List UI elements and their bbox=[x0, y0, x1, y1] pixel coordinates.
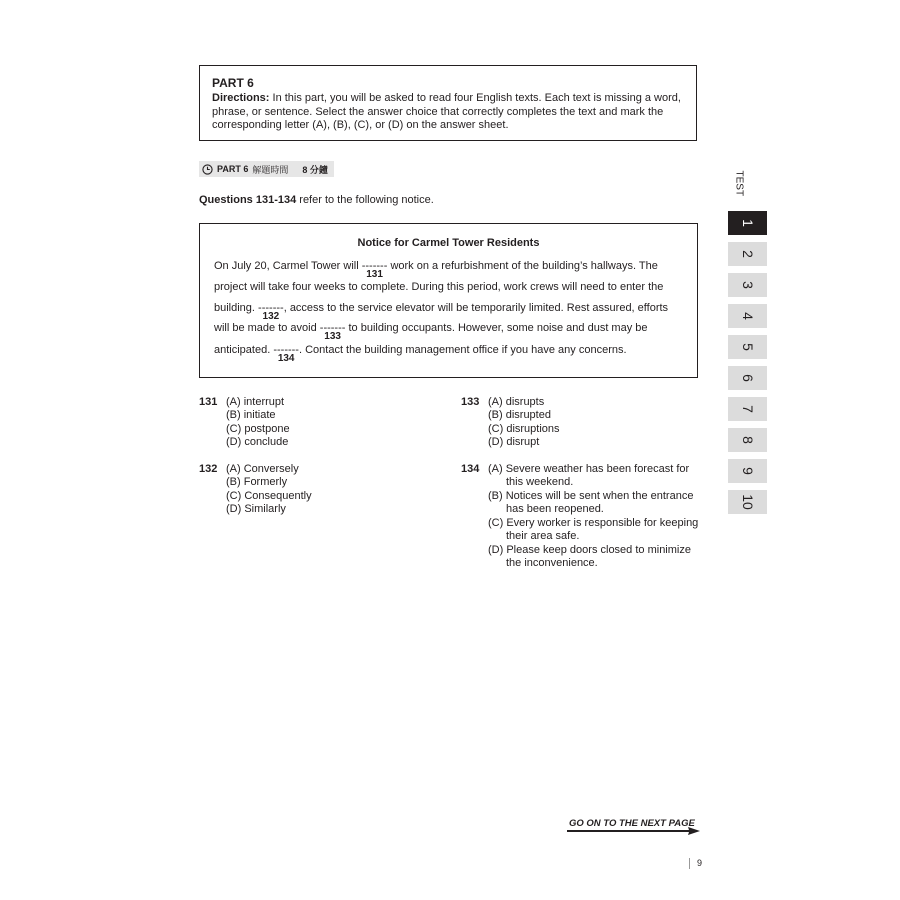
go-next-label: GO ON TO THE NEXT PAGE bbox=[569, 818, 695, 829]
questions-range: Questions 131-134 bbox=[199, 194, 297, 206]
option-c: (C) postpone bbox=[226, 423, 290, 435]
tab-test-6[interactable] bbox=[728, 366, 767, 390]
page-number: 9 bbox=[697, 858, 703, 868]
tab-test-3[interactable] bbox=[728, 273, 767, 297]
option-a: (A) disrupts bbox=[488, 396, 545, 408]
notice-text: On July 20, Carmel Tower will bbox=[214, 260, 362, 272]
tab-test-4[interactable] bbox=[728, 304, 767, 328]
tab-label: 7 bbox=[739, 405, 756, 413]
question-number-134: 134 bbox=[461, 463, 480, 475]
questions-intro-rest: refer to the following notice. bbox=[296, 194, 434, 206]
option-b: (B) disrupted bbox=[488, 409, 551, 421]
option-b: (B) Notices will be sent when the entrance bbox=[488, 490, 694, 502]
tab-test-5[interactable] bbox=[728, 335, 767, 359]
page-divider bbox=[689, 858, 690, 869]
option-b-cont: has been reopened. bbox=[506, 503, 604, 515]
notice-title: Notice for Carmel Tower Residents bbox=[357, 237, 540, 249]
notice-text: will be made to avoid bbox=[214, 322, 320, 334]
tab-test-2[interactable] bbox=[728, 242, 767, 266]
option-c: (C) Consequently bbox=[226, 490, 312, 502]
blank-number: 134 bbox=[277, 353, 295, 364]
blank-dashes: ------- bbox=[361, 260, 388, 272]
blank-number: 132 bbox=[262, 311, 280, 322]
blank-number: 133 bbox=[324, 331, 341, 342]
option-c: (C) disruptions bbox=[488, 423, 560, 435]
tab-label: 4 bbox=[739, 312, 756, 320]
directions-text bbox=[212, 92, 684, 133]
notice-text: building. bbox=[214, 302, 259, 314]
option-c: (C) Every worker is responsible for keeping bbox=[488, 517, 699, 529]
questions-intro bbox=[199, 194, 434, 206]
blank-132 bbox=[258, 302, 284, 322]
option-a: (A) Conversely bbox=[226, 463, 299, 475]
blank-134 bbox=[273, 344, 299, 364]
blank-dashes: ------- bbox=[319, 322, 346, 334]
tab-test-1[interactable] bbox=[728, 211, 767, 235]
question-number-132: 132 bbox=[199, 463, 218, 475]
timer-part: PART 6 bbox=[217, 164, 249, 174]
tab-label: 3 bbox=[739, 281, 756, 289]
notice-text: work on a refurbishment of the building’s hallways. The bbox=[387, 260, 658, 272]
blank-dashes: ------- bbox=[258, 302, 284, 314]
tab-test-7[interactable] bbox=[728, 397, 767, 421]
question-number-133: 133 bbox=[461, 396, 480, 408]
notice-text: to building occupants. However, some noise and dust may be bbox=[345, 322, 648, 334]
blank-133 bbox=[319, 322, 346, 342]
directions-label: Directions: bbox=[212, 92, 270, 104]
option-d: (D) disrupt bbox=[488, 436, 540, 448]
option-b: (B) Formerly bbox=[226, 476, 288, 488]
notice-box bbox=[199, 223, 698, 378]
timer-label: 解題時間 bbox=[252, 164, 289, 175]
tab-label: 2 bbox=[739, 250, 756, 258]
option-a-cont: this weekend. bbox=[506, 476, 574, 488]
notice-line-1 bbox=[214, 260, 658, 280]
tab-label: 10 bbox=[739, 494, 756, 510]
option-a: (A) interrupt bbox=[226, 396, 285, 408]
test-label: TEST bbox=[733, 170, 745, 197]
tab-test-10[interactable] bbox=[728, 490, 767, 514]
blank-dashes: ------- bbox=[273, 344, 299, 356]
part-title: PART 6 bbox=[212, 76, 254, 90]
tab-test-8[interactable] bbox=[728, 428, 767, 452]
notice-text: . Contact the building management office if you have any concerns. bbox=[298, 344, 627, 356]
option-d-cont: the inconvenience. bbox=[506, 557, 598, 569]
notice-text: , access to the service elevator will be temporarily limited. Rest assured, efforts bbox=[283, 302, 669, 314]
option-d: (D) Please keep doors closed to minimize bbox=[488, 544, 691, 556]
arrow-right-icon bbox=[567, 827, 701, 835]
tab-label: 6 bbox=[739, 374, 756, 382]
tab-label: 9 bbox=[739, 467, 756, 475]
tab-label: 1 bbox=[739, 219, 756, 227]
option-b: (B) initiate bbox=[226, 409, 276, 421]
notice-line-3 bbox=[214, 302, 669, 322]
tab-label: 5 bbox=[739, 343, 756, 351]
question-number-131: 131 bbox=[199, 396, 218, 408]
clock-icon bbox=[202, 164, 213, 175]
option-d: (D) conclude bbox=[226, 436, 289, 448]
notice-text: anticipated. bbox=[214, 344, 274, 356]
option-a: (A) Severe weather has been forecast for bbox=[488, 463, 690, 475]
tab-label: 8 bbox=[739, 436, 756, 444]
timer-badge bbox=[199, 161, 334, 177]
timer-minutes: 8 分鐘 bbox=[302, 164, 328, 175]
notice-line-2: project will take four weeks to complete. During this period, work crews will need to enter the bbox=[214, 281, 664, 293]
option-c-cont: their area safe. bbox=[506, 530, 580, 542]
blank-131 bbox=[361, 260, 388, 280]
notice-line-4 bbox=[214, 322, 648, 342]
tab-test-9[interactable] bbox=[728, 459, 767, 483]
blank-number: 131 bbox=[366, 269, 383, 280]
directions-body: In this part, you will be asked to read four English texts. Each text is missing a word, phrase, or sentence. Select the answer choice that correctly completes the text and mark the corresponding letter (A), (B), (C), or (D) on the answer sheet. bbox=[212, 92, 681, 131]
option-d: (D) Similarly bbox=[226, 503, 286, 515]
notice-line-5 bbox=[214, 344, 627, 364]
directions-box bbox=[199, 65, 697, 141]
